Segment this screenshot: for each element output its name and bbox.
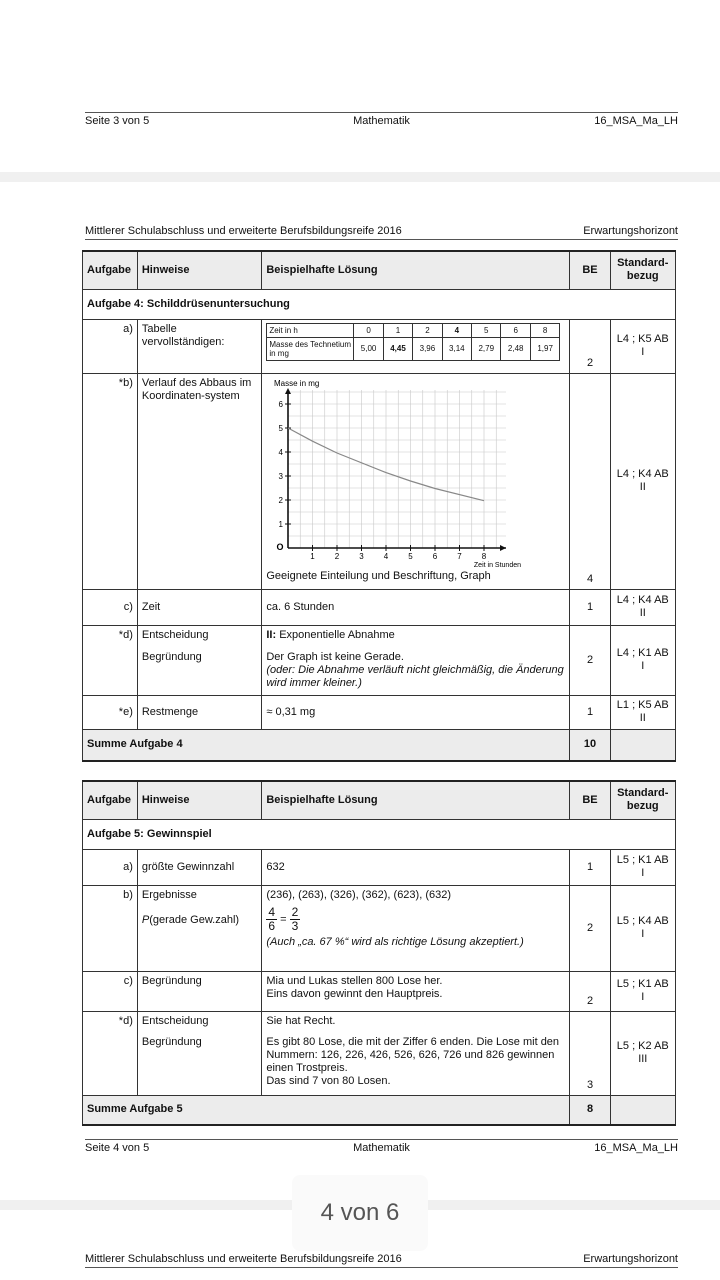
task-5-title: Aufgabe 5: Gewinnspiel [83, 819, 676, 849]
standard-value: L1 ; K5 AB II [610, 695, 675, 729]
be-value: 2 [570, 885, 610, 971]
mass-cell: 2,79 [472, 337, 501, 360]
be-value: 2 [570, 971, 610, 1011]
footer-right: 16_MSA_Ma_LH [594, 1142, 678, 1154]
task-5-table [82, 780, 676, 1126]
x-tick-label: 1 [310, 551, 316, 561]
sum-label: Summe Aufgabe 5 [83, 1095, 570, 1125]
header-rule [85, 239, 678, 240]
graph-cell [262, 373, 570, 589]
task-4-title: Aufgabe 4: Schilddrüsenuntersuchung [83, 289, 676, 319]
hint: Restmenge [137, 695, 262, 729]
fraction-line [266, 906, 565, 933]
task-label: *d) [83, 1011, 138, 1095]
col-loesung: Beispielhafte Lösung [262, 251, 570, 289]
col-aufgabe: Aufgabe [83, 781, 138, 819]
hint: Tabelle vervollständigen: [137, 319, 262, 373]
sum-empty [610, 729, 675, 761]
time-cell: 8 [530, 323, 559, 337]
denominator: 3 [291, 918, 299, 933]
hint-p: P [141, 913, 150, 926]
time-cell: 5 [472, 323, 501, 337]
hint: Begründung [137, 971, 262, 1011]
y-tick-label: 1 [278, 519, 284, 529]
task-5c-row [83, 971, 676, 1011]
page-indicator: 4 von 6 [292, 1175, 428, 1251]
origin-label: O [276, 541, 284, 552]
header-left: Mittlerer Schulabschluss und erweiterte Berufsbildungsreife 2016 [85, 225, 402, 237]
task-5b-row [83, 885, 676, 971]
y-axis-arrow [285, 388, 291, 394]
mass-cell: 3,14 [442, 337, 471, 360]
header-right: Erwartungshorizont [583, 1253, 678, 1265]
footer-left: Seite 3 von 5 [85, 115, 150, 127]
x-axis-arrow [500, 545, 506, 551]
y-axis-label: Masse in mg [274, 378, 320, 388]
x-tick-label: 8 [482, 551, 487, 561]
hint-begruendung: Begründung [141, 1035, 202, 1048]
sum-label: Summe Aufgabe 4 [83, 729, 570, 761]
col-be: BE [570, 781, 610, 819]
standard-value: L5 ; K1 AB I [610, 971, 675, 1011]
hint: größte Gewinnzahl [137, 849, 262, 885]
be-value: 1 [570, 849, 610, 885]
solution [262, 885, 570, 971]
task-5d-row [83, 1011, 676, 1095]
mass-table-time-label: Zeit in h [267, 323, 354, 337]
denominator: 6 [268, 918, 276, 933]
x-axis-label: Zeit in Stunden [474, 561, 522, 569]
time-cell: 4 [442, 323, 471, 337]
be-value: 1 [570, 695, 610, 729]
x-tick-label: 5 [408, 551, 414, 561]
hint [137, 885, 262, 971]
x-tick-label: 7 [457, 551, 463, 561]
x-tick-label: 4 [384, 551, 389, 561]
footer-rule [85, 112, 678, 113]
header-right: Erwartungshorizont [583, 225, 678, 237]
solution [262, 625, 570, 695]
task-label: c) [83, 589, 138, 625]
hint: Verlauf des Abbaus im Koordinaten-system [137, 373, 262, 589]
x-tick-label: 6 [433, 551, 438, 561]
fraction [290, 906, 301, 933]
sum-value: 10 [570, 729, 610, 761]
solution: ca. 6 Stunden [262, 589, 570, 625]
col-hinweise: Hinweise [137, 781, 262, 819]
solution-note: (Auch „ca. 67 %“ wird als richtige Lösung akzeptiert.) [266, 935, 524, 948]
hint-rest: (gerade Gew.zahl) [149, 913, 240, 926]
col-loesung: Beispielhafte Lösung [262, 781, 570, 819]
mass-cell: 2,48 [501, 337, 530, 360]
decay-chart [266, 376, 538, 572]
y-tick-label: 2 [278, 495, 284, 505]
y-tick-label: 4 [278, 447, 284, 457]
be-value: 3 [570, 1011, 610, 1095]
footer-center: Mathematik [353, 115, 410, 127]
mass-table-mass-label: Masse des Technetium in mg [267, 337, 354, 360]
solution-table-cell [262, 319, 570, 373]
solution-note: (oder: Die Abnahme verläuft nicht gleichmäßig, die Änderung wird immer kleiner.) [266, 663, 564, 689]
sum-empty [610, 1095, 675, 1125]
mass-cell: 3,96 [413, 337, 442, 360]
task-label: *e) [83, 695, 138, 729]
hint-entscheidung: Entscheidung [141, 628, 209, 641]
footer-right: 16_MSA_Ma_LH [594, 115, 678, 127]
col-aufgabe: Aufgabe [83, 251, 138, 289]
time-cell: 6 [501, 323, 530, 337]
solution-line: Das sind 7 von 80 Losen. [266, 1074, 391, 1087]
task-label: *d) [83, 625, 138, 695]
task-4b-row [83, 373, 676, 589]
header-rule [85, 1267, 678, 1268]
mass-cell: 5,00 [354, 337, 383, 360]
numerator: 2 [291, 904, 299, 919]
time-cell: 1 [383, 323, 412, 337]
footer-center: Mathematik [353, 1142, 410, 1154]
col-standard: Standard-bezug [610, 781, 675, 819]
footer-left: Seite 4 von 5 [85, 1142, 150, 1154]
task-4e-row [83, 695, 676, 729]
fraction [266, 906, 277, 933]
solution [262, 971, 570, 1011]
time-cell: 0 [354, 323, 383, 337]
col-hinweise: Hinweise [137, 251, 262, 289]
solution-line: Es gibt 80 Lose, die mit der Ziffer 6 enden. Die Lose mit den Nummern: 126, 226, 426, 526, 626, 726 und 826 gewinnen einen Trostpreis. [266, 1035, 560, 1074]
numerator: 4 [268, 904, 276, 919]
standard-value: L5 ; K4 AB I [610, 885, 675, 971]
y-tick-label: 5 [278, 423, 284, 433]
be-value: 2 [570, 319, 610, 373]
mass-cell: 4,45 [383, 337, 412, 360]
solution-line: Sie hat Recht. [266, 1014, 336, 1027]
col-standard: Standard-bezug [610, 251, 675, 289]
time-cell: 2 [413, 323, 442, 337]
equals: = [280, 912, 287, 925]
task-label: a) [83, 849, 138, 885]
task-label: a) [83, 319, 138, 373]
col-be: BE [570, 251, 610, 289]
standard-value: L5 ; K2 AB III [610, 1011, 675, 1095]
solution-line: Mia und Lukas stellen 800 Lose her. [266, 974, 443, 987]
mass-cell: 1,97 [530, 337, 559, 360]
standard-value: L4 ; K1 AB I [610, 625, 675, 695]
x-tick-label: 2 [335, 551, 340, 561]
hint: Zeit [137, 589, 262, 625]
solution: ≈ 0,31 mg [262, 695, 570, 729]
mass-table [266, 323, 560, 361]
task-4c-row [83, 589, 676, 625]
task-label: *b) [83, 373, 138, 589]
solution [262, 1011, 570, 1095]
task-label: b) [83, 885, 138, 971]
solution-line: (236), (263), (326), (362), (623), (632) [266, 888, 451, 901]
page-3 [0, 0, 720, 172]
task-4d-row [83, 625, 676, 695]
x-tick-label: 3 [359, 551, 365, 561]
hint-ergebnisse: Ergebnisse [141, 888, 197, 901]
task-5a-row [83, 849, 676, 885]
task-4a-row [83, 319, 676, 373]
y-tick-label: 3 [278, 471, 284, 481]
footer-rule [85, 1139, 678, 1140]
standard-value: L4 ; K4 AB II [610, 589, 675, 625]
task-4-table [82, 250, 676, 762]
solution-bold: II: [266, 628, 277, 641]
solution-line: Eins davon gewinnt den Hauptpreis. [266, 987, 443, 1000]
be-value: 4 [570, 373, 610, 589]
y-tick-label: 6 [278, 399, 284, 409]
be-value: 1 [570, 589, 610, 625]
standard-value: L5 ; K1 AB I [610, 849, 675, 885]
task-label: c) [83, 971, 138, 1011]
header-left: Mittlerer Schulabschluss und erweiterte Berufsbildungsreife 2016 [85, 1253, 402, 1265]
hint [137, 625, 262, 695]
hint-begruendung: Begründung [141, 650, 202, 663]
solution: 632 [262, 849, 570, 885]
graph-caption: Geeignete Einteilung und Beschriftung, Graph [266, 569, 491, 582]
standard-value: L4 ; K4 AB II [610, 373, 675, 589]
be-value: 2 [570, 625, 610, 695]
hint-entscheidung: Entscheidung [141, 1014, 209, 1027]
solution-line: Exponentielle Abnahme [279, 628, 395, 641]
sum-value: 8 [570, 1095, 610, 1125]
hint [137, 1011, 262, 1095]
solution-line: Der Graph ist keine Gerade. [266, 650, 404, 663]
standard-value: L4 ; K5 AB I [610, 319, 675, 373]
